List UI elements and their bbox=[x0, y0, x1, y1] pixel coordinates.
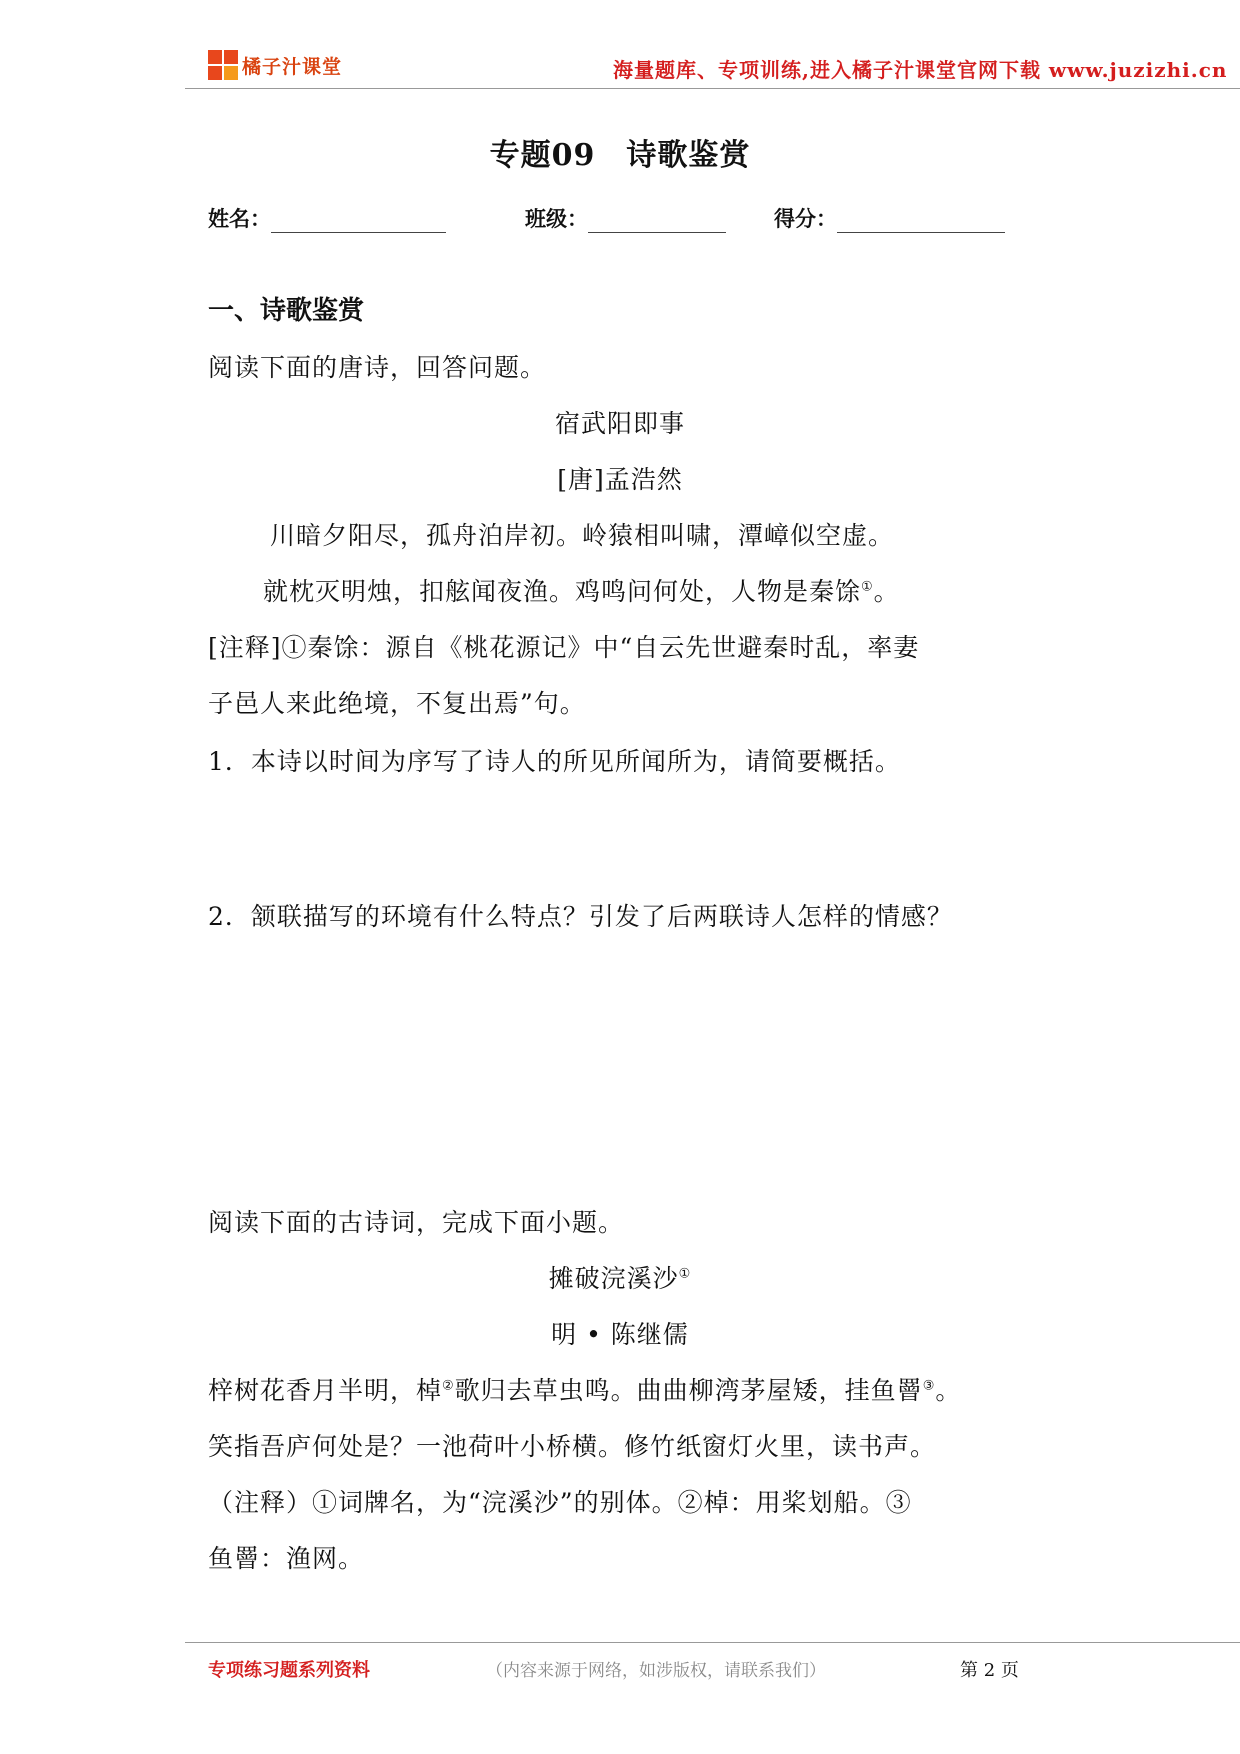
score-label: 得分： bbox=[774, 207, 837, 231]
question-2: 2．颔联描写的环境有什么特点？引发了后两联诗人怎样的情感？ bbox=[208, 902, 953, 931]
question-1: 1．本诗以时间为序写了诗人的所见所闻所为，请简要概括。 bbox=[208, 747, 901, 776]
name-blank bbox=[271, 210, 446, 233]
footnote-marker: ③ bbox=[922, 1378, 936, 1394]
footer-copyright-note: （内容来源于网络，如涉版权，请联系我们） bbox=[486, 1661, 826, 1681]
class-label: 班级： bbox=[525, 207, 588, 231]
poem1-line1: 川暗夕阳尽，孤舟泊岸初。岭猿相叫啸，潭嶂似空虚。 bbox=[270, 521, 895, 550]
name-label: 姓名： bbox=[208, 207, 271, 231]
poem2-title: 摊破浣溪沙① bbox=[548, 1264, 692, 1293]
footer-divider bbox=[185, 1642, 1240, 1643]
poem1-annotation-line1: [注释]①秦馀：源自《桃花源记》中“自云先世避秦时乱，率妻 bbox=[208, 633, 920, 662]
section-heading: 一、诗歌鉴赏 bbox=[208, 296, 365, 326]
score-field bbox=[774, 203, 1005, 233]
class-field bbox=[525, 203, 726, 233]
score-blank bbox=[837, 210, 1005, 233]
poem1-author: [唐]孟浩然 bbox=[557, 465, 683, 494]
brand-logo bbox=[208, 50, 342, 80]
footnote-marker: ① bbox=[861, 579, 874, 595]
poem2-annotation-line2: 鱼罾：渔网。 bbox=[208, 1544, 365, 1573]
page-title: 专题09 诗歌鉴赏 bbox=[489, 138, 751, 173]
footnote-marker: ② bbox=[442, 1378, 455, 1394]
section1-intro: 阅读下面的唐诗，回答问题。 bbox=[208, 353, 547, 382]
class-blank bbox=[588, 210, 726, 233]
footer-series-label: 专项练习题系列资料 bbox=[208, 1660, 370, 1681]
poem2-author: 明 • 陈继儒 bbox=[551, 1320, 689, 1349]
header-slogan: 海量题库、专项训练,进入橘子汁课堂官网下载 www.juzizhi.cn bbox=[613, 58, 1228, 82]
poem2-line2: 笑指吾庐何处是？一池荷叶小桥横。修竹纸窗灯火里，读书声。 bbox=[208, 1432, 937, 1461]
poem1-title: 宿武阳即事 bbox=[554, 409, 685, 438]
poem2-line1: 梓树花香月半明，棹②歌归去草虫鸣。曲曲柳湾茅屋矮，挂鱼罾③。 bbox=[208, 1376, 962, 1405]
poem1-line2: 就枕灭明烛，扣舷闻夜渔。鸡鸣问何处，人物是秦馀①。 bbox=[263, 577, 900, 606]
poem2-annotation-line1: （注释）①词牌名，为“浣溪沙”的别体。②棹：用桨划船。③ bbox=[208, 1488, 912, 1517]
header-divider bbox=[185, 88, 1240, 89]
page-header bbox=[185, 46, 1240, 86]
name-field bbox=[208, 203, 446, 233]
orange-logo-icon bbox=[208, 50, 238, 80]
footnote-marker: ① bbox=[678, 1266, 692, 1282]
poem1-annotation-line2: 子邑人来此绝境，不复出焉”句。 bbox=[208, 689, 586, 718]
page-number: 第 2 页 bbox=[960, 1660, 1019, 1681]
logo-text: 橘子汁课堂 bbox=[242, 55, 343, 78]
section2-intro: 阅读下面的古诗词，完成下面小题。 bbox=[208, 1208, 625, 1237]
